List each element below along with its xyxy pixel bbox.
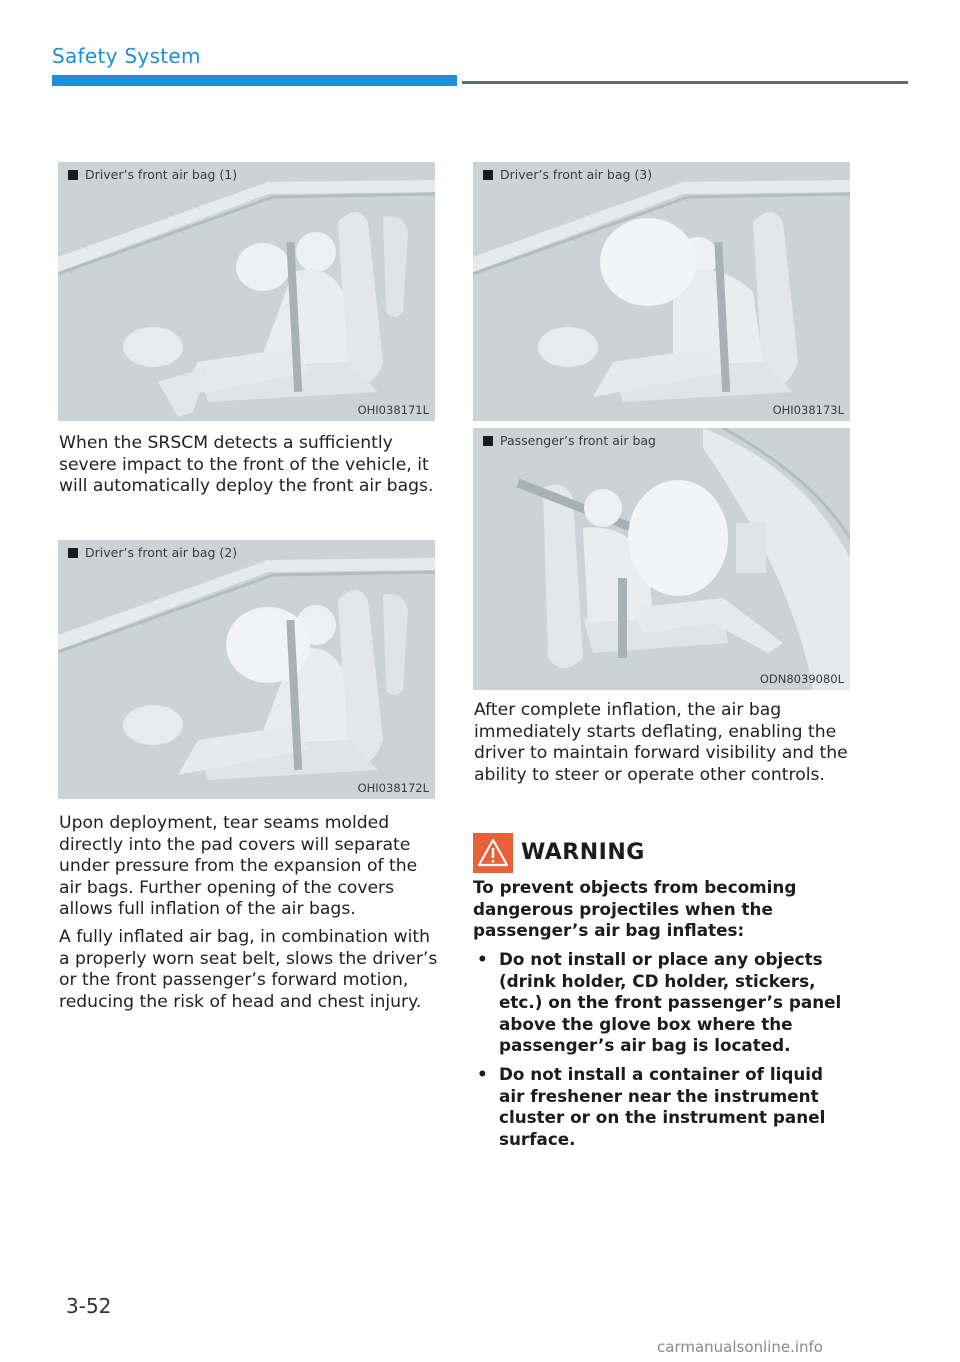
paragraph: After complete inflation, the air bag immediately starts deflating, enabling the driver to maintain forward visibility and the ability to steer or operate other controls. [474, 700, 848, 785]
driver-airbag-illustration [58, 540, 435, 799]
figure-code: OHI038171L [357, 403, 429, 417]
square-bullet-icon [68, 170, 78, 180]
square-bullet-icon [68, 548, 78, 558]
warning-item [473, 1064, 853, 1150]
figure-caption: Driver’s front air bag (2) [68, 545, 237, 560]
bullet-dot-icon: • [477, 1064, 488, 1084]
figure-driver-airbag-2 [58, 540, 435, 799]
header-rule [462, 81, 908, 84]
square-bullet-icon [483, 170, 493, 180]
watermark: carmanualsonline.info [657, 1338, 823, 1356]
warning-item [473, 949, 853, 1057]
header-rule-accent [52, 75, 457, 86]
figure-driver-airbag-1 [58, 162, 435, 421]
warning-title: WARNING [521, 840, 645, 865]
driver-airbag-illustration [473, 162, 850, 421]
warning-item-text: Do not install a container of liquid air freshener near the instrument cluster or on the instrument panel surface. [499, 1064, 826, 1149]
section-title: Safety System [52, 44, 201, 68]
passenger-airbag-illustration [473, 428, 850, 690]
figure-passenger-airbag [473, 428, 850, 690]
warning-icon [473, 833, 513, 873]
figure-code: OHI038173L [772, 403, 844, 417]
warning-intro: To prevent objects from becoming dangerous projectiles when the passenger’s air bag inflates: [473, 877, 797, 941]
bullet-dot-icon: • [477, 949, 488, 969]
figure-caption: Passenger’s front air bag [483, 433, 656, 448]
paragraph: Upon deployment, tear seams molded directly into the pad covers will separate under pressure from the expansion of the air bags. Further opening of the covers allows full inflation of the air bags. [59, 813, 418, 920]
page-number: 3-52 [66, 1294, 112, 1318]
driver-airbag-illustration [58, 162, 435, 421]
paragraph: When the SRSCM detects a sufficiently severe impact to the front of the vehicle, it will automatically deploy the front air bags. [59, 433, 434, 497]
figure-code: OHI038172L [357, 781, 429, 795]
square-bullet-icon [483, 436, 493, 446]
warning-item-text: Do not install or place any objects (drink holder, CD holder, stickers, etc.) on the front passenger’s panel above the glove box where the passenger’s air bag is located. [499, 949, 842, 1056]
figure-caption: Driver’s front air bag (1) [68, 167, 237, 182]
figure-caption: Driver’s front air bag (3) [483, 167, 652, 182]
paragraph: A fully inflated air bag, in combination with a properly worn seat belt, slows the driver’s or the front passenger’s forward motion, reducing the risk of head and chest injury. [59, 927, 438, 1012]
figure-code: ODN8039080L [759, 672, 844, 686]
figure-driver-airbag-3 [473, 162, 850, 421]
